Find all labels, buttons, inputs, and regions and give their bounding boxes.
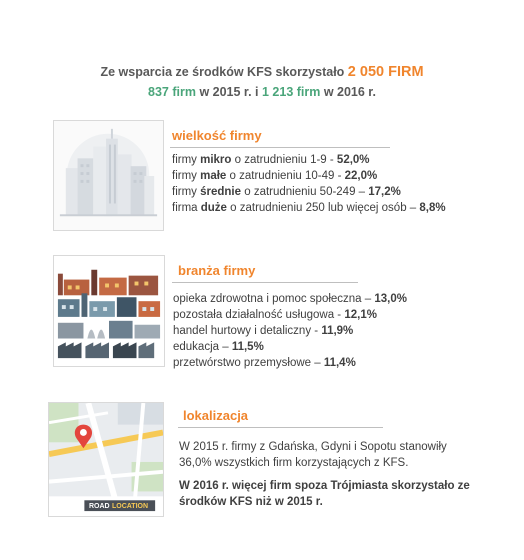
item-description: o zatrudnieniu 10-49 - <box>226 170 345 182</box>
map-image <box>48 402 164 517</box>
section-title-location: lokalizacja <box>183 408 249 423</box>
section-divider-location <box>178 427 383 428</box>
item-prefix: firma <box>172 202 201 214</box>
map-location-label: LOCATION <box>112 503 149 510</box>
city-buildings-illustration <box>54 121 163 230</box>
item-description: przetwórstwo przemysłowe – <box>173 357 324 369</box>
item-value: 13,0% <box>374 293 407 305</box>
section-title-industry: branża firmy <box>178 263 256 278</box>
summary-mid-1: w 2015 r. i <box>195 85 262 99</box>
city-buildings-image <box>53 120 164 231</box>
item-description: opieka zdrowotna i pomoc społeczna – <box>173 293 375 305</box>
list-item <box>173 355 407 371</box>
item-value: 11,4% <box>323 357 356 369</box>
item-category: małe <box>200 170 227 182</box>
location-paragraph-2: W 2016 r. więcej firm spoza Trójmiasta skorzystało ze środków KFS niż w 2015 r. <box>179 480 470 508</box>
list-item <box>173 339 407 355</box>
item-value: 22,0% <box>344 170 378 182</box>
item-value: 8,8% <box>419 202 446 214</box>
item-prefix: firmy <box>172 186 201 198</box>
section-title-size: wielkość firmy <box>172 128 262 143</box>
summary-line-2 <box>0 84 524 101</box>
list-item <box>172 168 446 184</box>
item-value: 17,2% <box>368 186 401 198</box>
item-prefix: firmy <box>172 170 201 182</box>
list-item <box>173 307 407 323</box>
item-prefix: firmy <box>172 154 201 166</box>
section-divider-size <box>170 147 390 148</box>
item-category: mikro <box>200 154 232 166</box>
item-value: 11,5% <box>231 341 264 353</box>
item-description: o zatrudnieniu 50-249 – <box>241 186 369 198</box>
map-illustration <box>49 403 163 516</box>
list-item <box>173 291 407 307</box>
list-item <box>172 184 446 200</box>
firms-2016: 1 213 firm <box>261 85 321 99</box>
factories-illustration <box>54 256 164 366</box>
summary-mid-2: w 2016 r. <box>320 85 376 99</box>
list-item <box>172 200 446 216</box>
item-description: handel hurtowy i detaliczny - <box>173 325 322 337</box>
item-value: 52,0% <box>336 154 370 166</box>
firms-2015: 837 firm <box>148 85 196 99</box>
list-item <box>172 152 446 168</box>
industry-list <box>173 291 407 371</box>
item-description: o zatrudnieniu 250 lub więcej osób – <box>226 202 420 214</box>
item-category: duże <box>200 202 227 214</box>
map-road-label: ROAD <box>89 503 110 510</box>
summary-header <box>0 64 524 101</box>
size-list <box>172 152 446 216</box>
summary-line-1 <box>0 64 524 81</box>
total-firms: 2 050 FIRM <box>347 64 424 80</box>
item-description: o zatrudnieniu 1-9 - <box>231 154 337 166</box>
section-divider-industry <box>172 282 358 283</box>
item-description: pozostała działalność usługowa - <box>173 309 345 321</box>
summary-prefix: Ze wsparcia ze środków KFS skorzystało <box>100 65 348 79</box>
item-value: 11,9% <box>321 325 354 337</box>
item-value: 12,1% <box>344 309 377 321</box>
location-paragraph-1: W 2015 r. firmy z Gdańska, Gdyni i Sopotu stanowiły 36,0% wszystkich firm korzystających z KFS. <box>179 441 447 469</box>
item-description: edukacja – <box>173 341 232 353</box>
item-category: średnie <box>200 186 242 198</box>
factories-image <box>53 255 165 367</box>
list-item <box>173 323 407 339</box>
